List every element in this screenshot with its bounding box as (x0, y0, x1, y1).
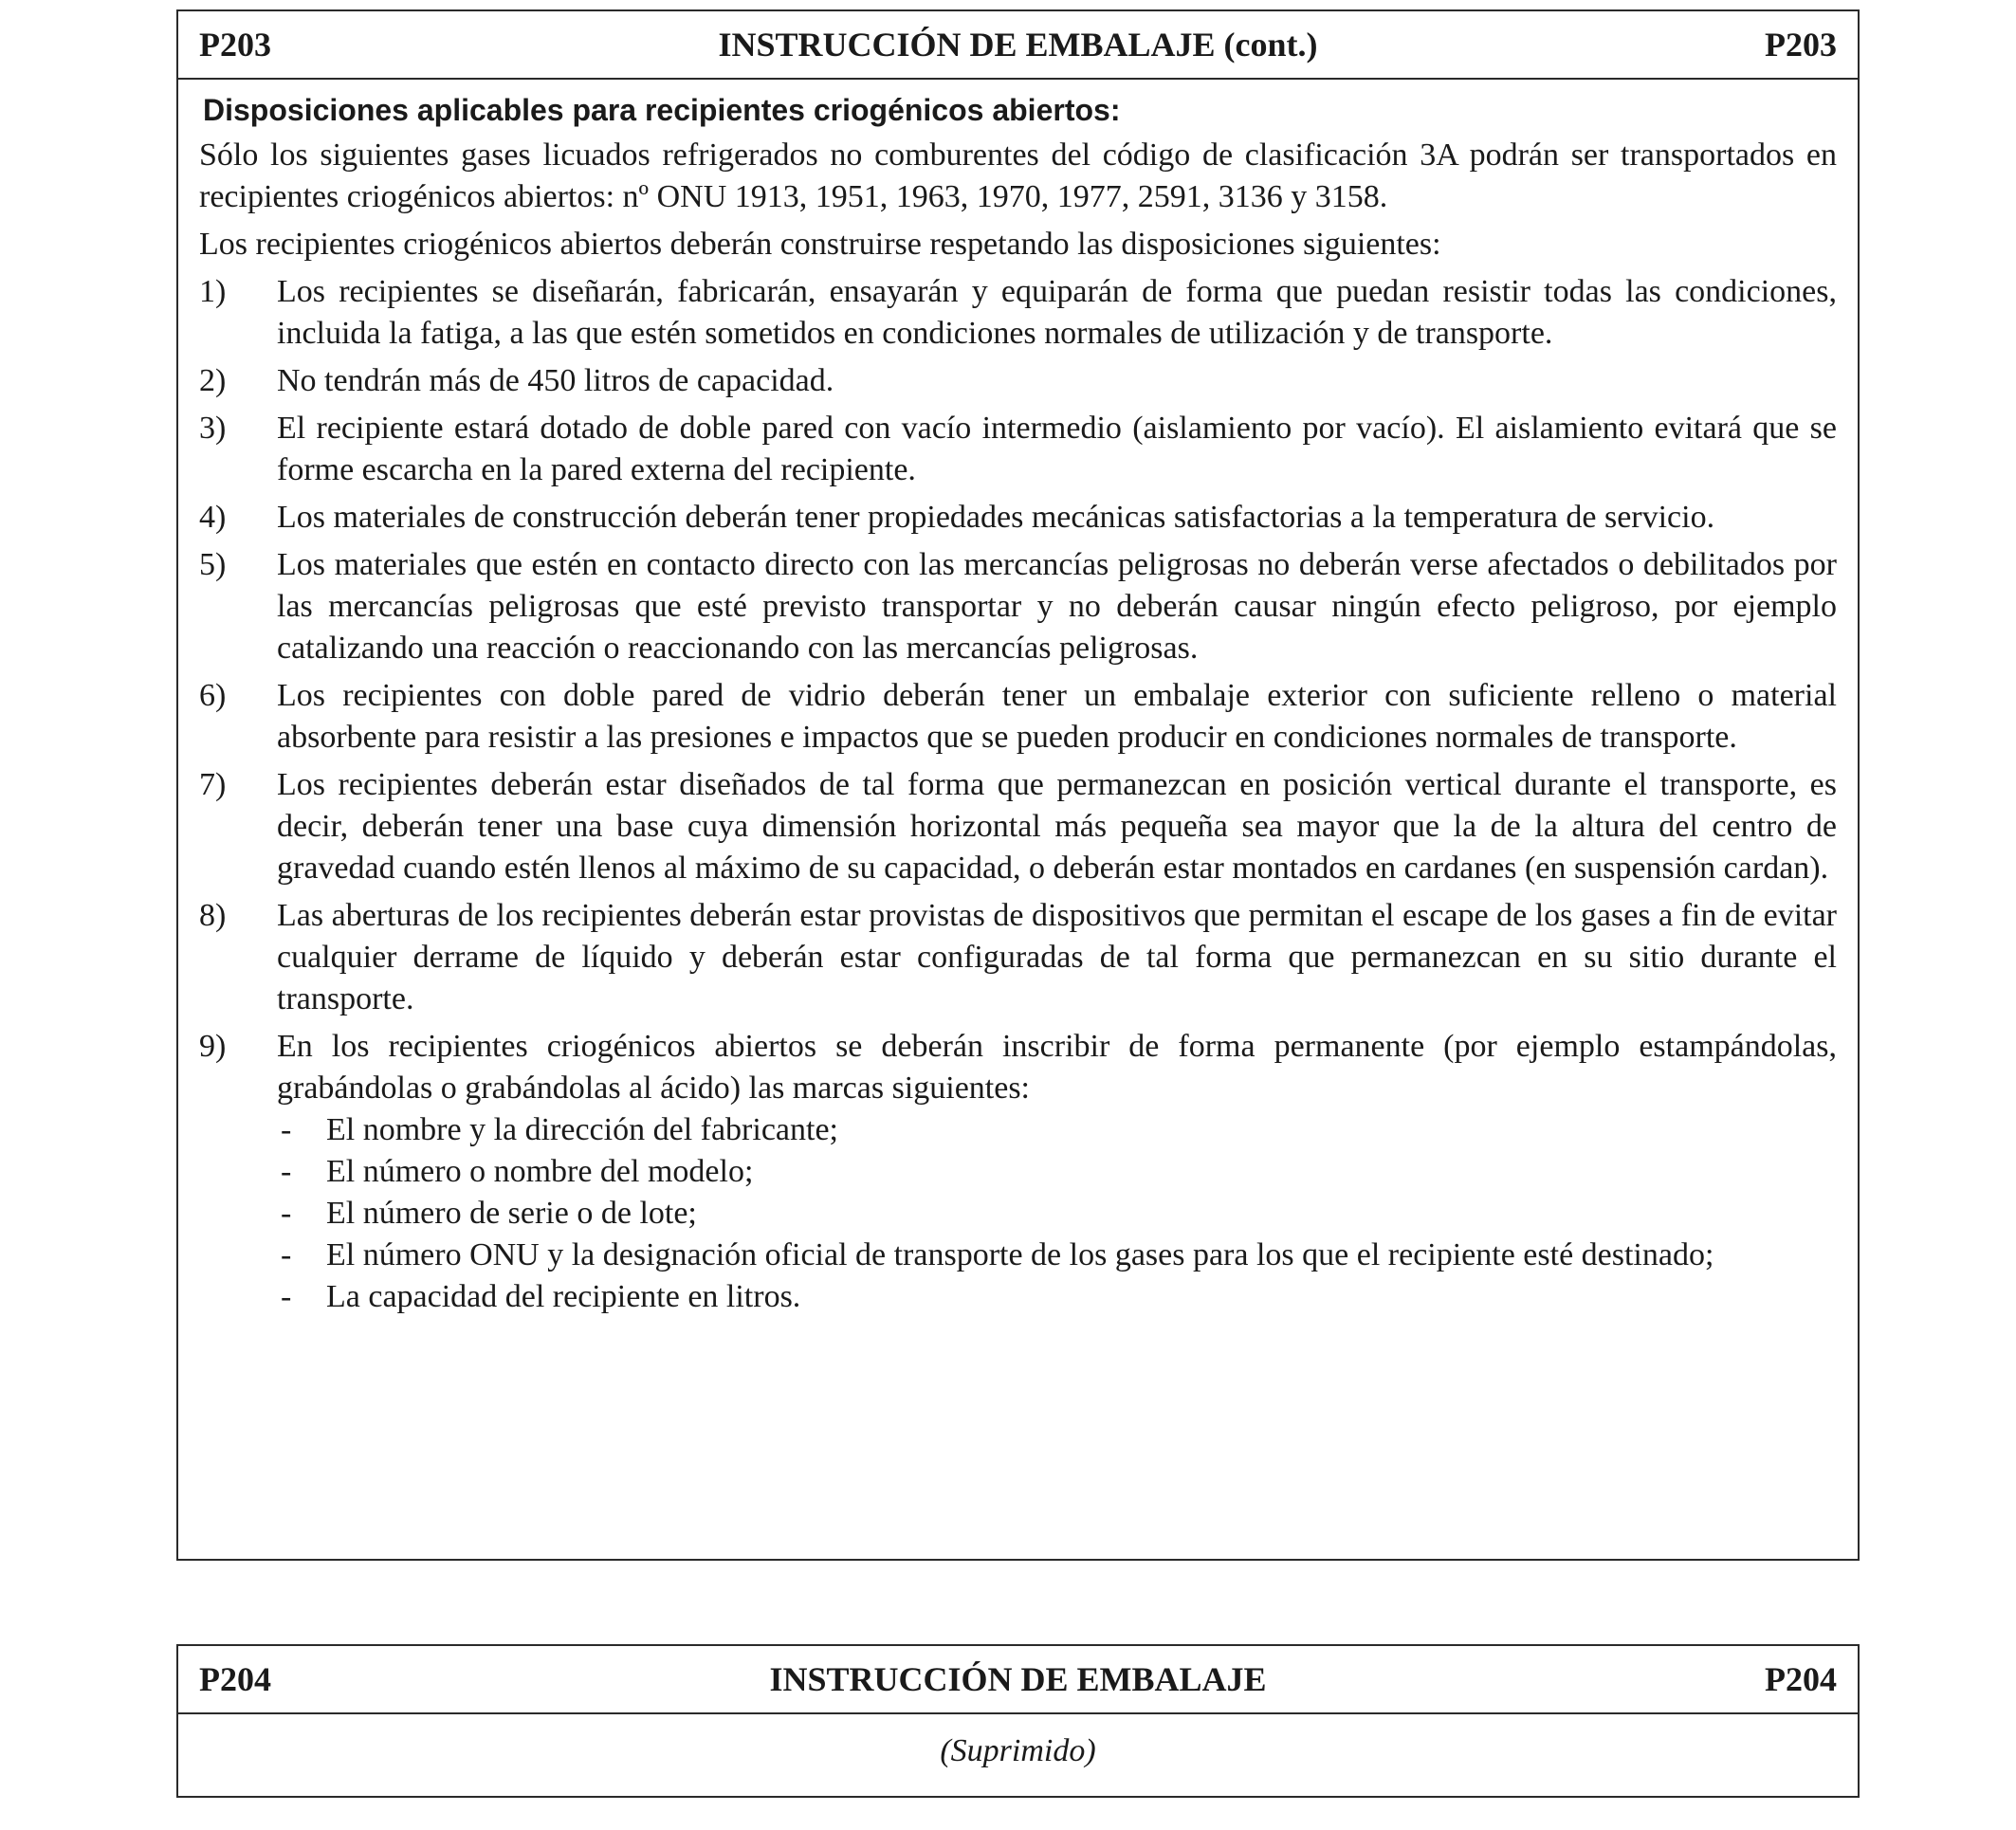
dash-bullet: - (281, 1237, 292, 1272)
list-item (199, 1026, 1837, 1318)
p203-header (178, 11, 1858, 80)
marking-text: El nombre y la dirección del fabricante; (326, 1112, 838, 1147)
list-item (199, 764, 1837, 889)
marking-text: La capacidad del recipiente en litros. (326, 1279, 801, 1314)
marking-list-item (277, 1151, 1837, 1193)
p203-code-left: P203 (199, 26, 271, 64)
list-item-text: El recipiente estará dotado de doble pared con vacío intermedio (aislamiento por vacío). El aislamiento evitará que se forme escarcha en la pared externa del recipiente. (277, 411, 1837, 487)
list-item-text: Los recipientes se diseñarán, fabricarán, ensayarán y equiparán de forma que puedan resistir todas las condiciones, incluida la fatiga, a las que estén sometidos en condiciones normales de utilización y de transporte. (277, 274, 1837, 351)
p204-code-left: P204 (199, 1660, 271, 1698)
list-item (199, 360, 1837, 402)
list-item (199, 408, 1837, 491)
dash-bullet: - (281, 1112, 292, 1147)
marking-list-item (277, 1235, 1837, 1276)
list-item-number: 5) (199, 547, 227, 582)
list-item (199, 895, 1837, 1020)
list-item-number: 1) (199, 274, 227, 309)
list-item-number: 9) (199, 1029, 227, 1064)
p204-title: INSTRUCCIÓN DE EMBALAJE (769, 1660, 1267, 1698)
packing-instruction-p203-table (176, 9, 1860, 1561)
list-item (199, 675, 1837, 759)
p203-requirements-intro: Los recipientes criogénicos abiertos deberán construirse respetando las disposiciones siguientes: (199, 227, 1441, 262)
marking-list-item (277, 1109, 1837, 1151)
marking-list-item (277, 1276, 1837, 1318)
list-item (199, 544, 1837, 669)
p204-suppressed-note: (Suprimido) (940, 1733, 1096, 1768)
p203-code-right: P203 (1765, 26, 1837, 64)
list-item-number: 3) (199, 411, 227, 446)
list-item-text: Los materiales de construcción deberán tener propiedades mecánicas satisfactorias a la temperatura de servicio. (277, 500, 1715, 535)
list-item-text: Los recipientes deberán estar diseñados de tal forma que permanezcan en posición vertical durante el transporte, es decir, deberán tener una base cuya dimensión horizontal más pequeña sea mayor que la de la altura del centro de gravedad cuando estén llenos al máximo de su capacidad, o deberán estar montados en cardanes (en suspensión cardan). (277, 767, 1837, 886)
dash-bullet: - (281, 1196, 292, 1231)
marking-text: El número o nombre del modelo; (326, 1154, 754, 1189)
list-item-text: Las aberturas de los recipientes deberán estar provistas de dispositivos que permitan el escape de los gases a fin de evitar cualquier derrame de líquido y deberán estar configuradas de tal forma que permanezcan en su sitio durante el transporte. (277, 898, 1837, 1016)
p203-content (178, 80, 1858, 1318)
list-item-number: 7) (199, 767, 227, 802)
list-item-text: No tendrán más de 450 litros de capacidad. (277, 363, 834, 398)
p204-code-right: P204 (1765, 1660, 1837, 1698)
list-item (199, 271, 1837, 355)
list-item-text: Los recipientes con doble pared de vidrio deberán tener un embalaje exterior con suficiente relleno o material absorbente para resistir a las presiones e impactos que se pueden producir en condiciones normales de transporte. (277, 678, 1837, 755)
list-item-number: 4) (199, 500, 227, 535)
marking-text: El número ONU y la designación oficial de transporte de los gases para los que el recipiente esté destinado; (326, 1237, 1714, 1272)
p203-intro-paragraph: Sólo los siguientes gases licuados refrigerados no comburentes del código de clasificación 3A podrán ser transportados en recipientes criogénicos abiertos: nº ONU 1913, 1951, 1963, 1970, 1977, 2591, 3136 y 3158. (199, 137, 1837, 214)
packing-instruction-p204-table (176, 1644, 1860, 1798)
list-item (199, 497, 1837, 539)
marking-text: El número de serie o de lote; (326, 1196, 697, 1231)
list-item-number: 8) (199, 898, 227, 933)
list-item-number: 6) (199, 678, 227, 713)
list-item-number: 2) (199, 363, 227, 398)
marking-list-item (277, 1193, 1837, 1235)
list-item-text: En los recipientes criogénicos abiertos se deberán inscribir de forma permanente (por ejemplo estampándolas, grabándolas o grabándolas al ácido) las marcas siguientes: (277, 1029, 1837, 1106)
list-item-text: Los materiales que estén en contacto directo con las mercancías peligrosas no deberán verse afectados o debilitados por las mercancías peligrosas que esté previsto transportar y no deberán causar ningún efecto peligroso, por ejemplo catalizando una reacción o reaccionando con las mercancías peligrosas. (277, 547, 1837, 666)
p204-header (178, 1646, 1858, 1714)
p203-title: INSTRUCCIÓN DE EMBALAJE (cont.) (718, 26, 1318, 64)
dash-bullet: - (281, 1279, 292, 1314)
dash-bullet: - (281, 1154, 292, 1189)
p203-subheading: Disposiciones aplicables para recipientes criogénicos abiertos: (203, 93, 1121, 127)
